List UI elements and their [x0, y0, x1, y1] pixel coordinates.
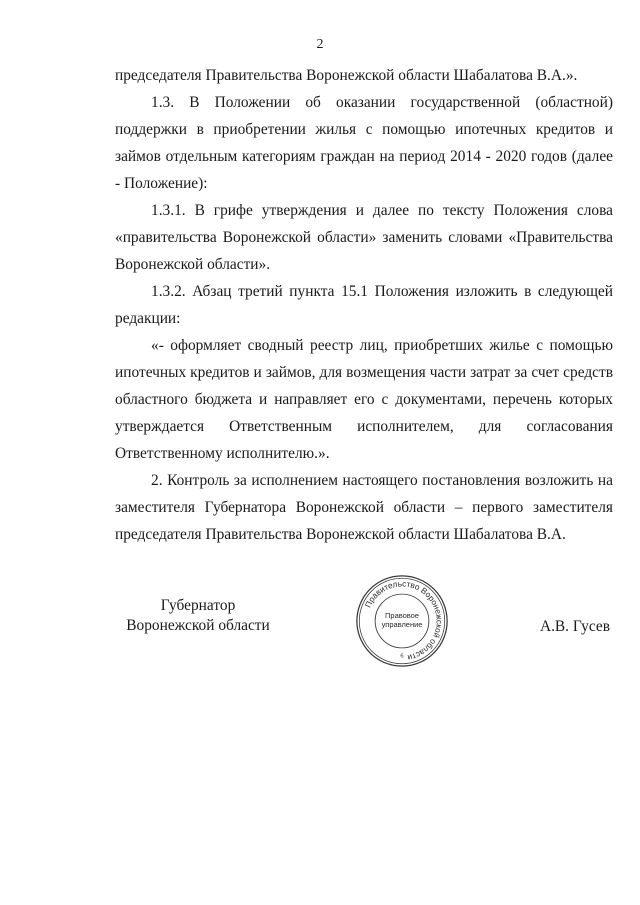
signer-title	[118, 596, 278, 636]
document-body	[115, 62, 613, 548]
signer-name: А.В. Гусев	[539, 618, 610, 635]
paragraph-1-3-1: 1.3.1. В грифе утверждения и далее по тексту Положения слова «правительства Воронежской области» заменить словами «Правительства Воронежской области».	[115, 202, 613, 273]
page-number: 2	[316, 37, 324, 52]
signature-block	[0, 579, 640, 676]
paragraph-1-3: 1.3. В Положении об оказании государственной (областной) поддержки в приобретении жилья с помощью ипотечных кредитов и займов отдельным категориям граждан на период 2014 - 2020 годов (далее - Положение):	[115, 94, 613, 192]
stamp-center-line1: Правовое	[385, 611, 419, 621]
stamp-center-line2: управление	[381, 619, 423, 629]
stamp-ring-text: Правительство Воронежской области	[363, 579, 444, 663]
paragraph-quoted-amendment: «- оформляет сводный реестр лиц, приобретших жилье с помощью ипотечных кредитов и займов, для возмещения части затрат за счет средств областного бюджета и направляет его с документами, перечень которых утверждается Ответственным исполнителем, для согласования Ответственному исполнителю.».	[115, 337, 613, 462]
official-stamp	[354, 573, 450, 669]
signer-title-line2: Воронежской области	[126, 617, 270, 634]
paragraph-2: 2. Контроль за исполнением настоящего постановления возложить на заместителя Губернатора Воронежской области – первого заместителя председателя Правительства Воронежской области Шабалатова В.А.	[115, 472, 613, 543]
signer-title-line1: Губернатор	[160, 597, 236, 614]
paragraph-continuation: председателя Правительства Воронежской области Шабалатова В.А.».	[115, 67, 578, 84]
paragraph-1-3-2: 1.3.2. Абзац третий пункта 15.1 Положения изложить в следующей редакции:	[115, 283, 613, 327]
stamp-number: 6	[400, 653, 404, 660]
